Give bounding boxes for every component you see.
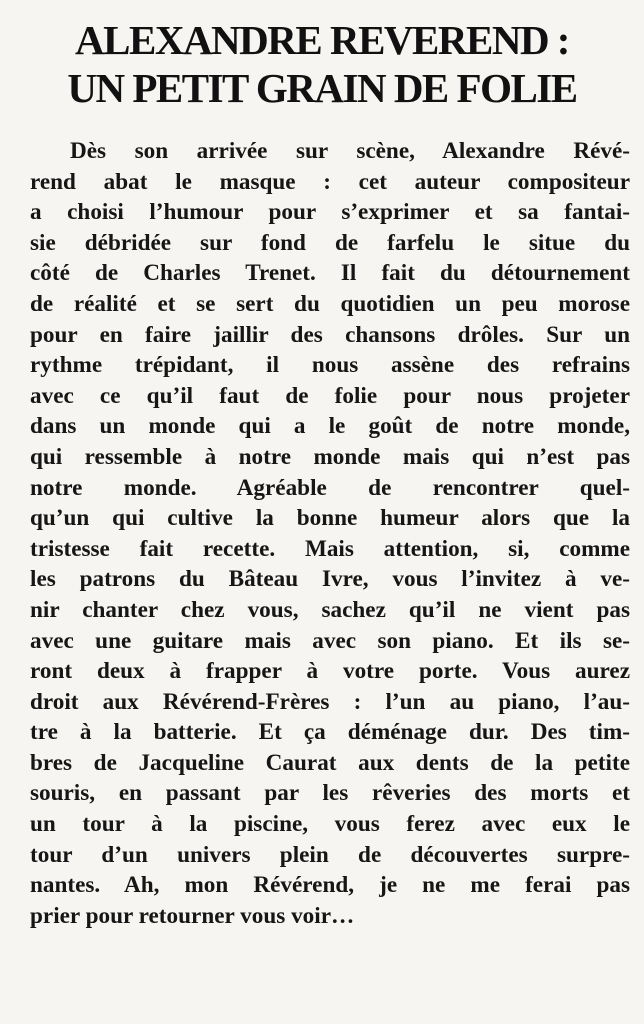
article-line: dans un monde qui a le goût de notre monde, bbox=[30, 413, 630, 440]
article-line: ront deux à frapper à votre porte. Vous aurez bbox=[30, 658, 630, 685]
article-line: a choisi l’humour pour s’exprimer et sa fantai- bbox=[30, 199, 630, 226]
article-line: avec une guitare mais avec son piano. Et ils se- bbox=[30, 627, 630, 654]
article-line: droit aux Révérend-Frères : l’un au piano, l’au- bbox=[30, 688, 630, 715]
article-line: notre monde. Agréable de rencontrer quel- bbox=[30, 474, 630, 501]
article-line: prier pour retourner vous voir… bbox=[30, 902, 355, 929]
headline-line-2: UN PETIT GRAIN DE FOLIE bbox=[67, 65, 577, 111]
article-line: Dès son arrivée sur scène, Alexandre Révé- bbox=[70, 138, 630, 164]
article-line: sie débridée sur fond de farfelu le situe du bbox=[30, 229, 630, 256]
article-line: tour d’un univers plein de découvertes surpre- bbox=[30, 841, 630, 868]
headline bbox=[0, 16, 644, 112]
article-body bbox=[30, 136, 630, 931]
article-line: rend abat le masque : cet auteur compositeur bbox=[30, 168, 630, 195]
article-line: qui ressemble à notre monde mais qui n’est pas bbox=[30, 443, 630, 470]
article-line: rythme trépidant, il nous assène des refrains bbox=[30, 352, 630, 379]
article-line: pour en faire jaillir des chansons drôles. Sur un bbox=[30, 321, 630, 348]
article-line: tre à la batterie. Et ça déménage dur. Des tim- bbox=[30, 719, 630, 746]
article-line: de réalité et se sert du quotidien un peu morose bbox=[30, 290, 630, 317]
headline-line-1: ALEXANDRE REVEREND : bbox=[75, 17, 569, 63]
article-line: qu’un qui cultive la bonne humeur alors que la bbox=[30, 505, 630, 532]
article-line: nantes. Ah, mon Révérend, je ne me ferai pas bbox=[30, 872, 630, 899]
article-line: bres de Jacqueline Caurat aux dents de la petite bbox=[30, 749, 630, 776]
article-line: les patrons du Bâteau Ivre, vous l’invitez à ve- bbox=[30, 566, 630, 593]
article-line: souris, en passant par les rêveries des morts et bbox=[30, 780, 630, 807]
article-line: côté de Charles Trenet. Il fait du détournement bbox=[30, 260, 630, 287]
article-line: nir chanter chez vous, sachez qu’il ne vient pas bbox=[30, 596, 630, 623]
article-line: avec ce qu’il faut de folie pour nous projeter bbox=[30, 382, 630, 409]
article-line: tristesse fait recette. Mais attention, si, comme bbox=[30, 535, 630, 562]
article-line: un tour à la piscine, vous ferez avec eux le bbox=[30, 811, 630, 838]
